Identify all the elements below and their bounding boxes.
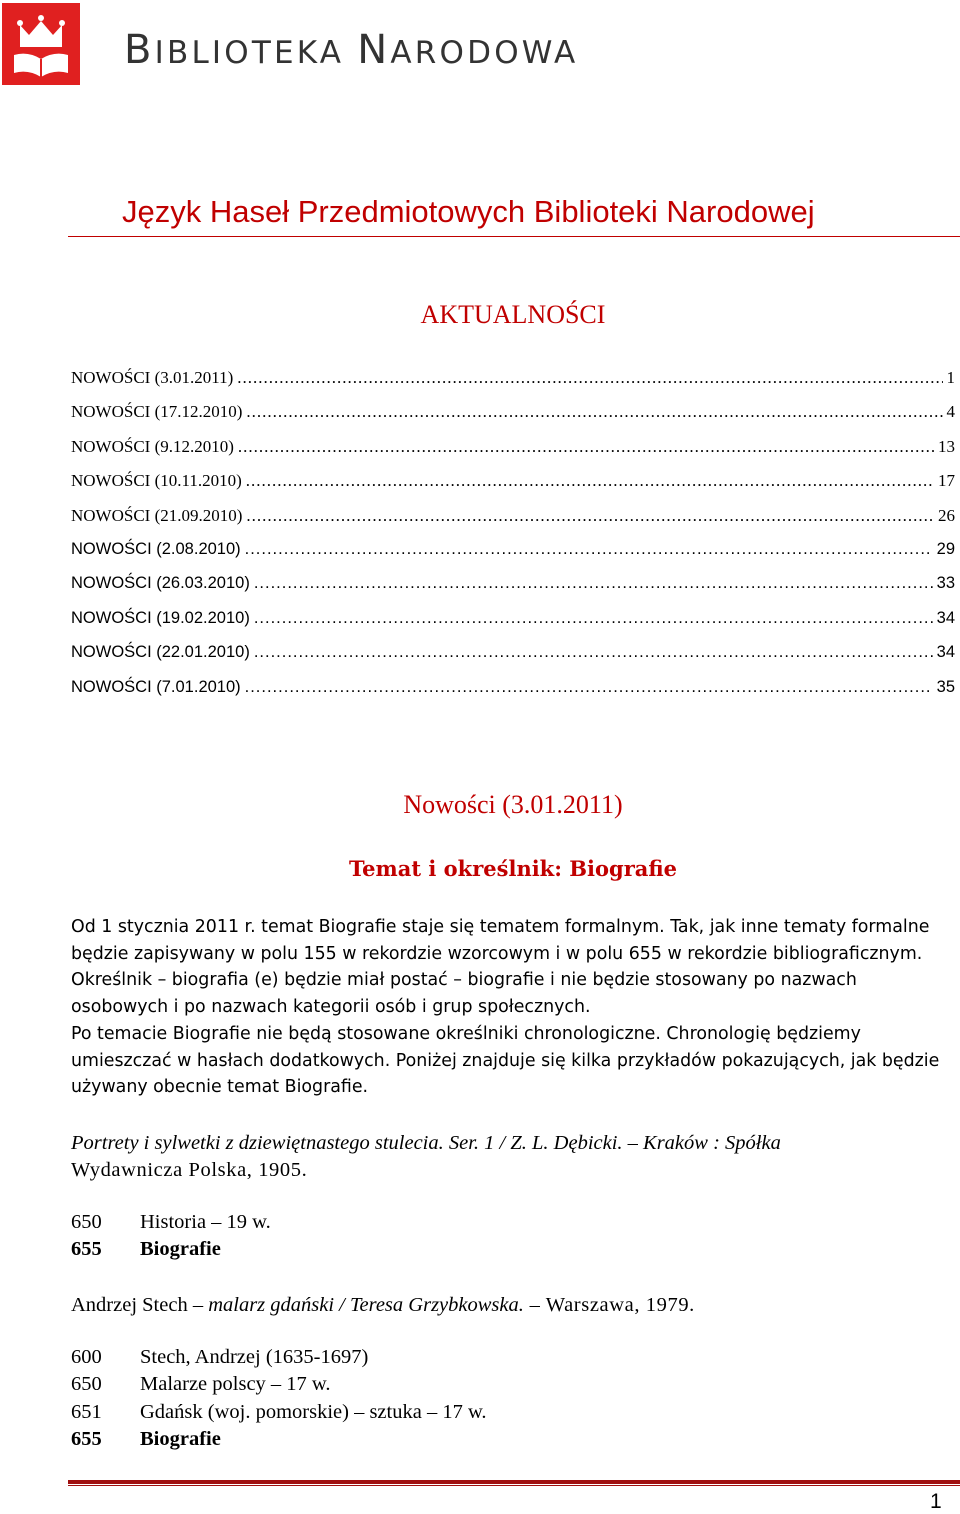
example-1-fields bbox=[71, 1211, 271, 1266]
toc-entry[interactable] bbox=[71, 471, 955, 505]
toc-entry-page: 34 bbox=[936, 643, 955, 662]
toc-entry-page: 13 bbox=[938, 436, 955, 456]
document-title: Język Haseł Przedmiotowych Biblioteki Narodowej bbox=[122, 194, 815, 229]
marc-field: 655 Biografie bbox=[71, 1238, 221, 1261]
toc-entry-label: NOWOŚCI (3.01.2011) bbox=[71, 368, 234, 387]
toc-entry-label: NOWOŚCI (26.03.2010) bbox=[71, 574, 250, 593]
marc-field: 600 Stech, Andrzej (1635-1697) bbox=[71, 1346, 369, 1368]
toc-leader-dots bbox=[246, 402, 942, 422]
toc-entry-label: NOWOŚCI (7.01.2010) bbox=[71, 677, 241, 696]
toc-entry[interactable] bbox=[71, 678, 955, 712]
toc-leader-dots bbox=[238, 437, 934, 457]
toc-entry-page: 4 bbox=[946, 402, 955, 422]
title-divider bbox=[68, 236, 960, 237]
toc-entry[interactable] bbox=[71, 540, 955, 574]
footer-divider bbox=[68, 1480, 960, 1484]
toc-entry-label: NOWOŚCI (9.12.2010) bbox=[71, 436, 234, 456]
marc-field: 651 Gdańsk (woj. pomorskie) – sztuka – 17 w. bbox=[71, 1400, 487, 1423]
example-2-fields bbox=[71, 1346, 487, 1455]
example-2-citation: Andrzej Stech – malarz gdański / Teresa Grzybkowska. – Warszawa, 1979. bbox=[71, 1294, 695, 1316]
toc-entry-page: 29 bbox=[936, 539, 955, 558]
toc-entry-label: NOWOŚCI (19.02.2010) bbox=[71, 608, 250, 627]
toc-entry-page: 34 bbox=[936, 608, 955, 627]
toc-entry-label: NOWOŚCI (10.11.2010) bbox=[71, 471, 242, 491]
toc-leader-dots bbox=[245, 540, 933, 559]
marc-field: 650 Malarze polscy – 17 w. bbox=[71, 1373, 331, 1396]
toc-entry-label: NOWOŚCI (2.08.2010) bbox=[71, 539, 241, 558]
example-1-citation bbox=[71, 1130, 957, 1184]
paragraph-1: Od 1 stycznia 2011 r. temat Biografie staje się tematem formalnym. Tak, jak inne tematy formalne będzie zapisywany w polu 155 w rekordzie wzorcowym i w polu 655 w rekordzie bibliograficznym. Określnik – biografia (e) będzie miał postać – biografie i nie będzie stosowany po nazwach osobowych i po nazwach kategorii osób i grup społecznych. bbox=[71, 917, 930, 1018]
toc-entry-page: 1 bbox=[946, 368, 955, 387]
toc-entry[interactable] bbox=[71, 609, 955, 643]
toc-entry[interactable] bbox=[71, 506, 955, 540]
brand-name: BIBLIOTEKA NARODOWA bbox=[124, 27, 579, 73]
news-heading: Nowości (3.01.2011) bbox=[403, 790, 623, 819]
marc-field: 655 Biografie bbox=[71, 1427, 221, 1450]
toc-entry-page: 17 bbox=[938, 471, 955, 491]
body-paragraph bbox=[71, 914, 957, 1101]
toc-leader-dots bbox=[254, 574, 933, 593]
toc-entry-page: 33 bbox=[936, 574, 955, 593]
library-logo bbox=[2, 3, 80, 85]
paragraph-2: Po temacie Biografie nie będą stosowane określniki chronologiczne. Chronologię będziemy umieszczać w hasłach dodatkowych. Poniżej znajduje się kilka przykładów pokazujących, jak będzie używany obecnie temat Biografie. bbox=[71, 1023, 940, 1098]
toc-entry[interactable] bbox=[71, 643, 955, 677]
toc-leader-dots bbox=[254, 609, 933, 628]
footer-divider-thin bbox=[68, 1485, 960, 1486]
toc-leader-dots bbox=[254, 643, 933, 662]
toc-entry-page: 35 bbox=[936, 677, 955, 696]
toc-entry-page: 26 bbox=[938, 505, 955, 525]
toc-entry-label: NOWOŚCI (22.01.2010) bbox=[71, 643, 250, 662]
toc-entry[interactable] bbox=[71, 574, 955, 608]
toc-leader-dots bbox=[246, 471, 934, 491]
page-number: 1 bbox=[930, 1490, 942, 1513]
toc-entry[interactable] bbox=[71, 368, 955, 402]
topic-heading: Temat i określnik: Biografie bbox=[348, 856, 678, 881]
citation-title: Portrety i sylwetki z dziewiętnastego stulecia. Ser. 1 / Z. L. Dębicki. – Kraków : Spółka bbox=[71, 1132, 781, 1154]
toc-entry[interactable] bbox=[71, 437, 955, 471]
citation-publisher: Wydawnicza Polska, 1905. bbox=[71, 1159, 308, 1181]
toc-entry[interactable] bbox=[71, 402, 955, 436]
toc-leader-dots bbox=[245, 678, 933, 697]
section-heading: AKTUALNOŚCI bbox=[420, 300, 606, 329]
marc-field: 650 Historia – 19 w. bbox=[71, 1211, 271, 1233]
toc-leader-dots bbox=[246, 506, 934, 526]
toc-entry-label: NOWOŚCI (21.09.2010) bbox=[71, 505, 243, 525]
table-of-contents bbox=[71, 368, 955, 712]
toc-entry-label: NOWOŚCI (17.12.2010) bbox=[71, 402, 243, 422]
toc-leader-dots bbox=[237, 368, 942, 388]
